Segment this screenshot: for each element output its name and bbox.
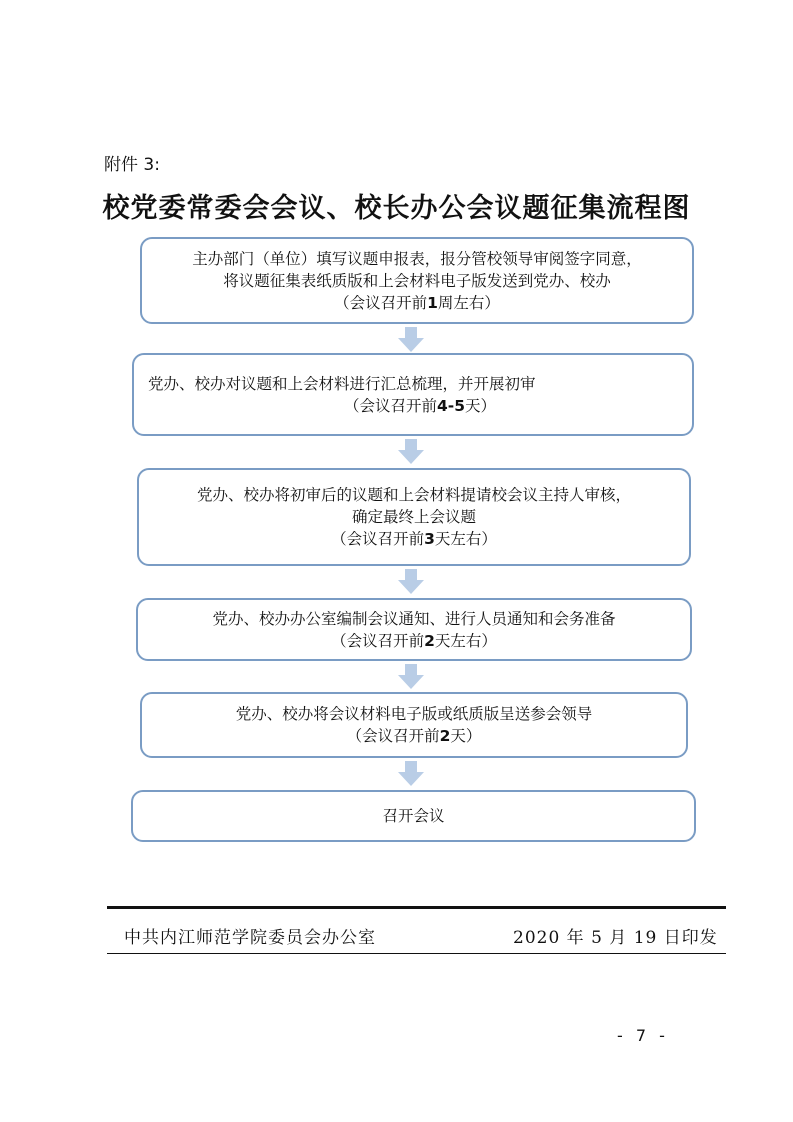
step-time-note: （会议召开前3天左右） bbox=[331, 530, 497, 548]
down-arrow-icon bbox=[398, 761, 424, 787]
flow-step-2 bbox=[132, 353, 694, 436]
step-text-line: 党办、校办办公室编制会议通知、进行人员通知和会务准备 bbox=[212, 609, 616, 628]
down-arrow-icon bbox=[398, 664, 424, 690]
footer-issuer: 中共内江师范学院委员会办公室 bbox=[124, 928, 376, 948]
step-text-line: 将议题征集表纸质版和上会材料电子版发送到党办、校办 bbox=[223, 271, 611, 290]
footer-rule-bottom bbox=[107, 953, 726, 954]
step-text-line: 召开会议 bbox=[382, 807, 445, 825]
step-text-line: 党办、校办将初审后的议题和上会材料提请校会议主持人审核， bbox=[196, 486, 631, 504]
down-arrow-icon bbox=[398, 439, 424, 465]
down-arrow-icon bbox=[398, 327, 424, 353]
footer-rule-top bbox=[107, 906, 726, 909]
flow-step-6 bbox=[131, 790, 696, 842]
step-time-note: （会议召开前1周左右） bbox=[334, 293, 500, 312]
step-text-line: 党办、校办对议题和上会材料进行汇总梳理，并开展初审 bbox=[148, 374, 536, 393]
flow-step-1 bbox=[140, 237, 694, 324]
step-time-note: （会议召开前2天左右） bbox=[331, 631, 497, 650]
step-text-line: 党办、校办将会议材料电子版或纸质版呈送参会领导 bbox=[235, 705, 593, 723]
step-time-note: （会议召开前2天） bbox=[346, 727, 482, 745]
flow-step-3 bbox=[137, 468, 691, 566]
step-text-line: 确定最终上会议题 bbox=[351, 508, 476, 526]
footer-date: 2020 年 5 月 19 日印发 bbox=[513, 928, 718, 948]
down-arrow-icon bbox=[398, 569, 424, 595]
flow-step-4 bbox=[136, 598, 692, 661]
step-time-note: （会议召开前4-5天） bbox=[343, 396, 497, 415]
flow-step-5 bbox=[140, 692, 688, 758]
attachment-label: 附件 3: bbox=[104, 155, 160, 175]
step-text-line: 主办部门（单位）填写议题申报表，报分管校领导审阅签字同意， bbox=[192, 249, 642, 268]
page-number: - 7 - bbox=[617, 1026, 669, 1045]
page-title: 校党委常委会会议、校长办公会议题征集流程图 bbox=[102, 193, 691, 224]
